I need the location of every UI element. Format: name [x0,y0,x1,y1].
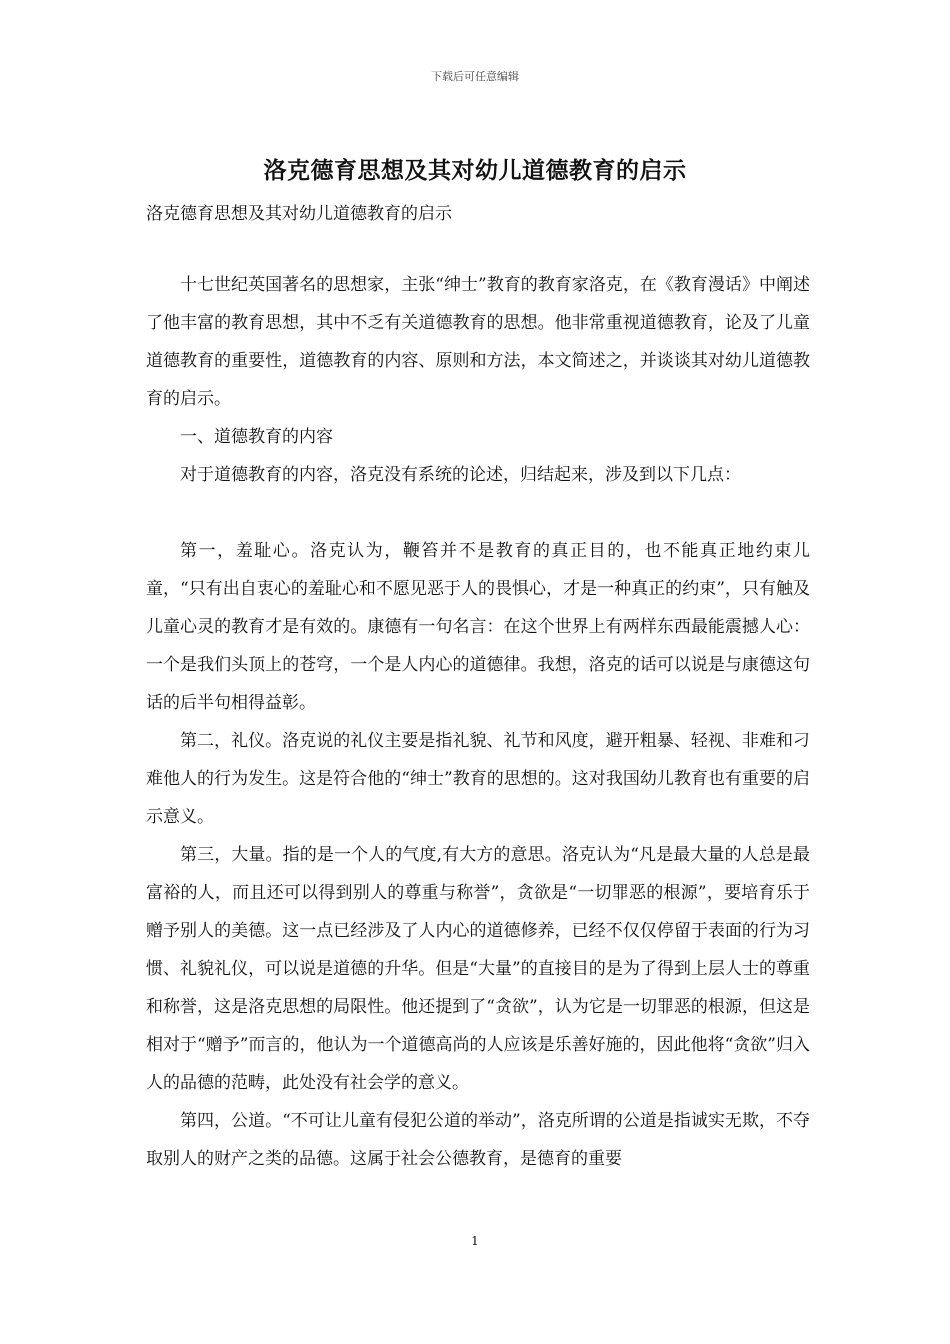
paragraph-point-4: 第四，公道。“不可让儿童有侵犯公道的举动”，洛克所谓的公道是指诚实无欺，不夺取别人的财产之类的品德。这属于社会公德教育，是德育的重要 [146,1111,810,1169]
paragraph-intro: 十七世纪英国著名的思想家，主张“绅士”教育的教育家洛克，在《教育漫话》中阐述了他丰富的教育思想，其中不乏有关道德教育的思想。他非常重视道德教育，论及了儿童道德教育的重要性，道德教育的内容、原则和方法，本文简述之，并谈谈其对幼儿道德教育的启示。 [146,275,810,409]
section-heading: 一、道德教育的内容 [180,427,333,447]
paragraph-point-1: 第一，羞耻心。洛克认为，鞭笞并不是教育的真正目的，也不能真正地约束儿童，“只有出自衷心的羞耻心和不愿见恶于人的畏惧心，才是一种真正的约束”，只有触及儿童心灵的教育才是有效的。康德有一句名言：在这个世界上有两样东西最能震撼人心：一个是我们头顶上的苍穹，一个是人内心的道德律。我想，洛克的话可以说是与康德这句话的后半句相得益彰。 [146,541,810,713]
paragraph-point-2: 第二，礼仪。洛克说的礼仪主要是指礼貌、礼节和风度，避开粗暴、轻视、非难和刁难他人的行为发生。这是符合他的“绅士”教育的思想的。这对我国幼儿教育也有重要的启示意义。 [146,731,810,827]
paragraph-overview: 对于道德教育的内容，洛克没有系统的论述，归结起来，涉及到以下几点： [180,465,741,485]
paragraph-gap [146,494,810,532]
document-subtitle: 洛克德育思想及其对幼儿道德教育的启示 [146,204,452,224]
paragraph-point-3: 第三，大量。指的是一个人的气度,有大方的意思。洛克认为“凡是最大量的人总是最富裕的人，而且还可以得到别人的尊重与称誉”，贪欲是“一切罪恶的根源”，要培育乐于赠予别人的美德。这一点已经涉及了人内心的道德修养，已经不仅仅停留于表面的行为习惯、礼貌礼仪，可以说是道德的升华。但是“大量”的直接目的是为了得到上层人士的尊重和称誉，这是洛克思想的局限性。他还提到了“贪欲”，认为它是一切罪恶的根源，但这是相对于“赠予”而言的，他认为一个道德高尚的人应该是乐善好施的，因此他将“贪欲”归入人的品德的范畴，此处没有社会学的意义。 [146,845,810,1093]
document-title: 洛克德育思想及其对幼儿道德教育的启示 [263,157,687,184]
header-note: 下载后可任意编辑 [431,70,519,83]
document-body [146,266,810,1178]
page-number: 1 [471,1234,479,1248]
